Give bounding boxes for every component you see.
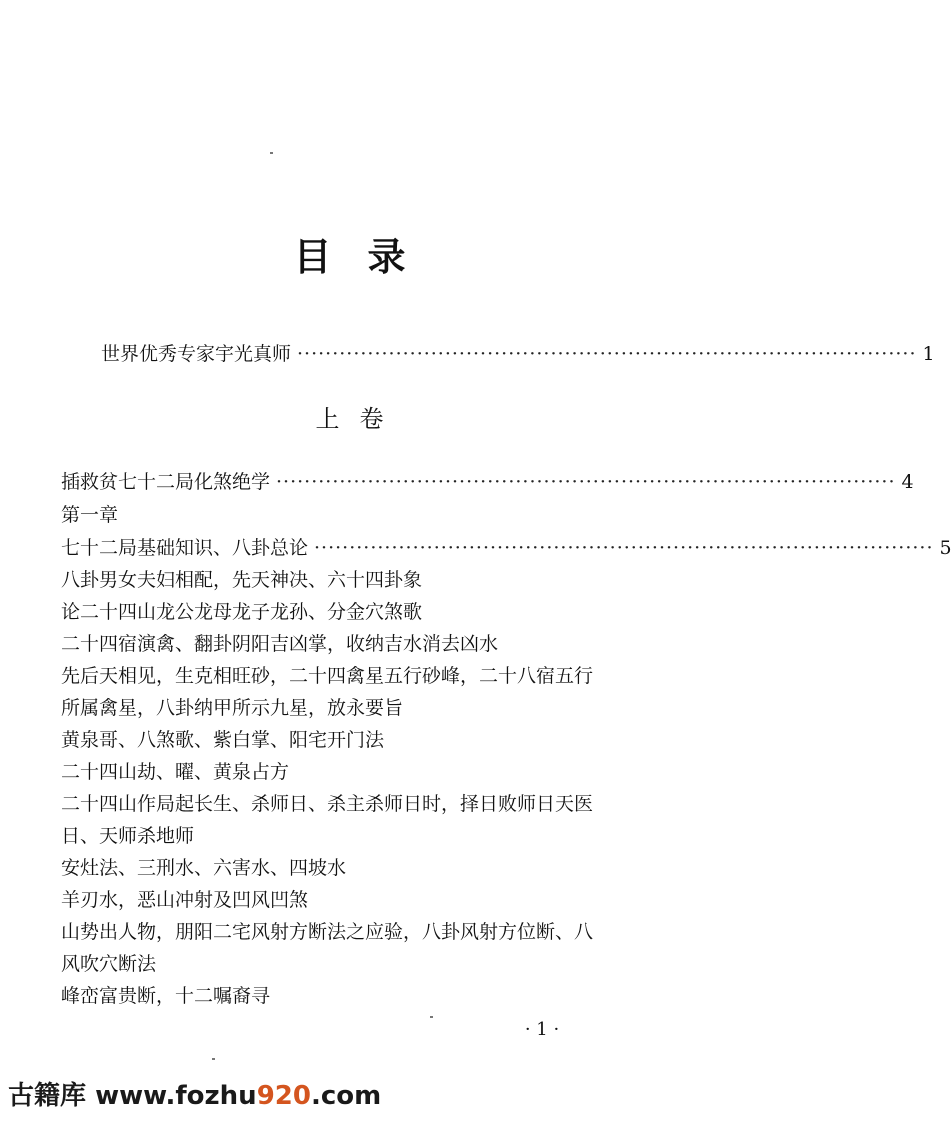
watermark-url-prefix: www.fozhu <box>95 1081 257 1111</box>
toc-subentry[interactable]: 山势出人物，朋阳二宅风射方断法之应验，八卦风射方位断、八 <box>61 921 594 943</box>
toc-entry-preface[interactable] <box>101 340 935 368</box>
watermark-url-number: 920 <box>256 1081 311 1111</box>
toc-subentry[interactable]: 峰峦富贵断，十二嘱裔寻 <box>61 985 271 1007</box>
page-title: 目录 <box>293 235 442 279</box>
scan-speck <box>270 152 273 154</box>
toc-subentry[interactable]: 论二十四山龙公龙母龙子龙孙、分金穴煞歌 <box>61 601 423 623</box>
toc-page-number: 4 <box>901 471 914 493</box>
toc-page-number: 5 <box>939 537 952 559</box>
leader-dots: ························································································ <box>276 471 896 493</box>
toc-entry-text: 世界优秀专家宇光真师 <box>101 343 292 365</box>
toc-entry[interactable] <box>61 468 914 496</box>
toc-subentry[interactable]: 二十四宿演禽、翻卦阴阳吉凶掌，收纳吉水消去凶水 <box>61 633 499 655</box>
toc-subentry[interactable]: 先后天相见，生克相旺砂，二十四禽星五行砂峰，二十八宿五行 <box>61 665 594 687</box>
toc-subentry[interactable]: 风吹穴断法 <box>61 953 157 975</box>
toc-subentry[interactable]: 所属禽星，八卦纳甲所示九星，放永要旨 <box>61 697 404 719</box>
toc-subentry[interactable]: 羊刃水，恶山冲射及凹风凹煞 <box>61 889 309 911</box>
scan-speck <box>212 1058 215 1060</box>
watermark-url-suffix: .com <box>310 1081 382 1111</box>
toc-subentry[interactable]: 二十四山作局起长生、杀师日、杀主杀师日时，择日败师日天医 <box>61 793 594 815</box>
scan-speck <box>430 1016 433 1018</box>
toc-subentry[interactable]: 八卦男女夫妇相配，先天神决、六十四卦象 <box>61 569 423 591</box>
toc-subentry[interactable]: 安灶法、三刑水、六害水、四坡水 <box>61 857 347 879</box>
toc-subentry[interactable]: 日、天师杀地师 <box>61 825 195 847</box>
leader-dots: ························································································ <box>314 537 934 559</box>
toc-page-number: 1 <box>922 343 935 365</box>
leader-dots: ························································································ <box>297 343 917 365</box>
volume-heading: 上卷 <box>315 405 404 433</box>
site-watermark <box>8 1078 381 1114</box>
toc-entry-text: 七十二局基础知识、八卦总论 <box>61 537 309 559</box>
toc-entry-text: 插救贫七十二局化煞绝学 <box>61 471 271 493</box>
toc-subentry[interactable]: 黄泉哥、八煞歌、紫白掌、阳宅开门法 <box>61 729 385 751</box>
chapter-heading: 第一章 <box>61 504 119 526</box>
watermark-name: 古籍库 <box>8 1081 87 1111</box>
toc-entry[interactable] <box>61 534 952 562</box>
toc-subentry[interactable]: 二十四山劫、曜、黄泉占方 <box>61 761 290 783</box>
page-number: · 1 · <box>524 1019 560 1040</box>
